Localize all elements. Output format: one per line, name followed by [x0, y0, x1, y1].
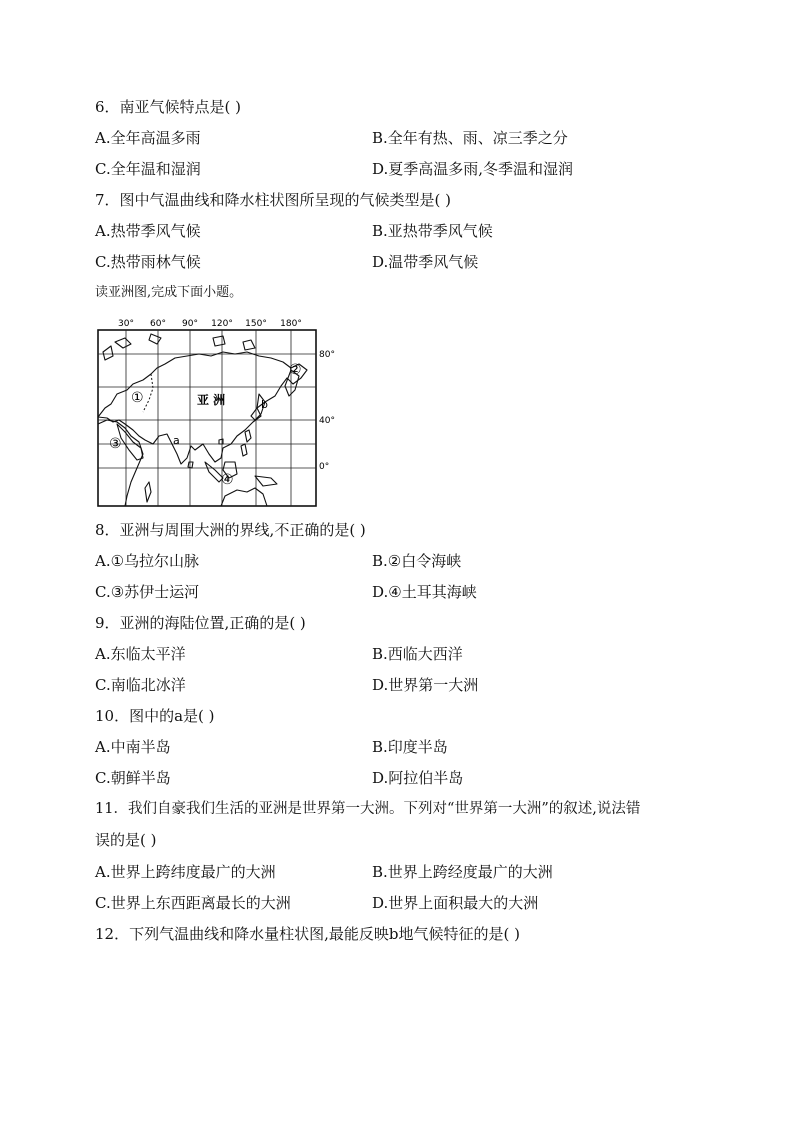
question-8-stem: 8．亚洲与周围大洲的界线,不正确的是( )	[95, 521, 366, 539]
lon-label-60: 60°	[150, 319, 166, 329]
lon-label-180: 180°	[280, 319, 302, 329]
question-6-option-d[interactable]: D.夏季高温多雨,冬季温和湿润	[372, 160, 574, 178]
map-frame	[98, 330, 316, 506]
question-8-option-d[interactable]: D.④土耳其海峡	[372, 583, 477, 601]
question-6-stem: 6．南亚气候特点是( )	[95, 98, 242, 116]
ural-boundary	[143, 374, 153, 412]
question-7-stem: 7．图中气温曲线和降水柱状图所呈现的气候类型是( )	[95, 191, 452, 209]
point-b: b	[261, 398, 268, 411]
marker-3: ③	[109, 436, 122, 452]
question-8-option-b[interactable]: B.②白令海峡	[372, 552, 462, 570]
question-8-option-c[interactable]: C.③苏伊士运河	[95, 583, 200, 601]
question-10-option-b[interactable]: B.印度半岛	[372, 738, 448, 756]
continent-label: 亚 洲	[197, 393, 226, 407]
point-a: a	[173, 434, 180, 447]
lon-label-90: 90°	[182, 319, 198, 329]
question-6-option-c[interactable]: C.全年温和湿润	[95, 160, 201, 178]
question-9-stem: 9．亚洲的海陆位置,正确的是( )	[95, 614, 306, 632]
question-11-stem-line2: 误的是( )	[95, 831, 157, 849]
lon-label-150: 150°	[245, 319, 267, 329]
lat-label-0: 0°	[319, 462, 330, 472]
marker-2: ②	[289, 362, 302, 378]
question-11-option-b[interactable]: B.世界上跨经度最广的大洲	[372, 863, 553, 881]
question-12-stem: 12．下列气温曲线和降水量柱状图,最能反映b地气候特征的是( )	[95, 925, 520, 943]
question-9-option-c[interactable]: C.南临北冰洋	[95, 676, 186, 694]
question-6-option-b[interactable]: B.全年有热、雨、凉三季之分	[372, 129, 568, 147]
asia-map	[95, 312, 335, 510]
question-7-option-a[interactable]: A.热带季风气候	[95, 222, 201, 240]
question-11-option-d[interactable]: D.世界上面积最大的大洲	[372, 894, 539, 912]
map-graticule	[98, 330, 316, 506]
lat-label-80: 80°	[319, 350, 335, 360]
question-7-option-c[interactable]: C.热带雨林气候	[95, 253, 201, 271]
marker-4: ④	[221, 472, 234, 488]
marker-1: ①	[131, 390, 144, 406]
question-11-option-c[interactable]: C.世界上东西距离最长的大洲	[95, 894, 291, 912]
question-10-option-c[interactable]: C.朝鲜半岛	[95, 769, 171, 787]
question-10-option-d[interactable]: D.阿拉伯半岛	[372, 769, 464, 787]
lon-label-120: 120°	[211, 319, 233, 329]
lat-label-40: 40°	[319, 416, 335, 426]
question-10-option-a[interactable]: A.中南半岛	[95, 738, 171, 756]
map-intro: 读亚洲图,完成下面小题。	[95, 285, 243, 300]
question-7-option-d[interactable]: D.温带季风气候	[372, 253, 479, 271]
question-7-option-b[interactable]: B.亚热带季风气候	[372, 222, 493, 240]
question-8-option-a[interactable]: A.①乌拉尔山脉	[95, 552, 200, 570]
question-6-option-a[interactable]: A.全年高温多雨	[95, 129, 201, 147]
question-11-option-a[interactable]: A.世界上跨纬度最广的大洲	[95, 863, 276, 881]
question-9-option-b[interactable]: B.西临大西洋	[372, 645, 463, 663]
question-9-option-d[interactable]: D.世界第一大洲	[372, 676, 479, 694]
question-11-stem-line1: 11．我们自豪我们生活的亚洲是世界第一大洲。下列对“世界第一大洲”的叙述,说法错	[95, 801, 641, 817]
question-10-stem: 10．图中的a是( )	[95, 707, 215, 725]
question-9-option-a[interactable]: A.东临太平洋	[95, 645, 186, 663]
lon-label-30: 30°	[118, 319, 134, 329]
